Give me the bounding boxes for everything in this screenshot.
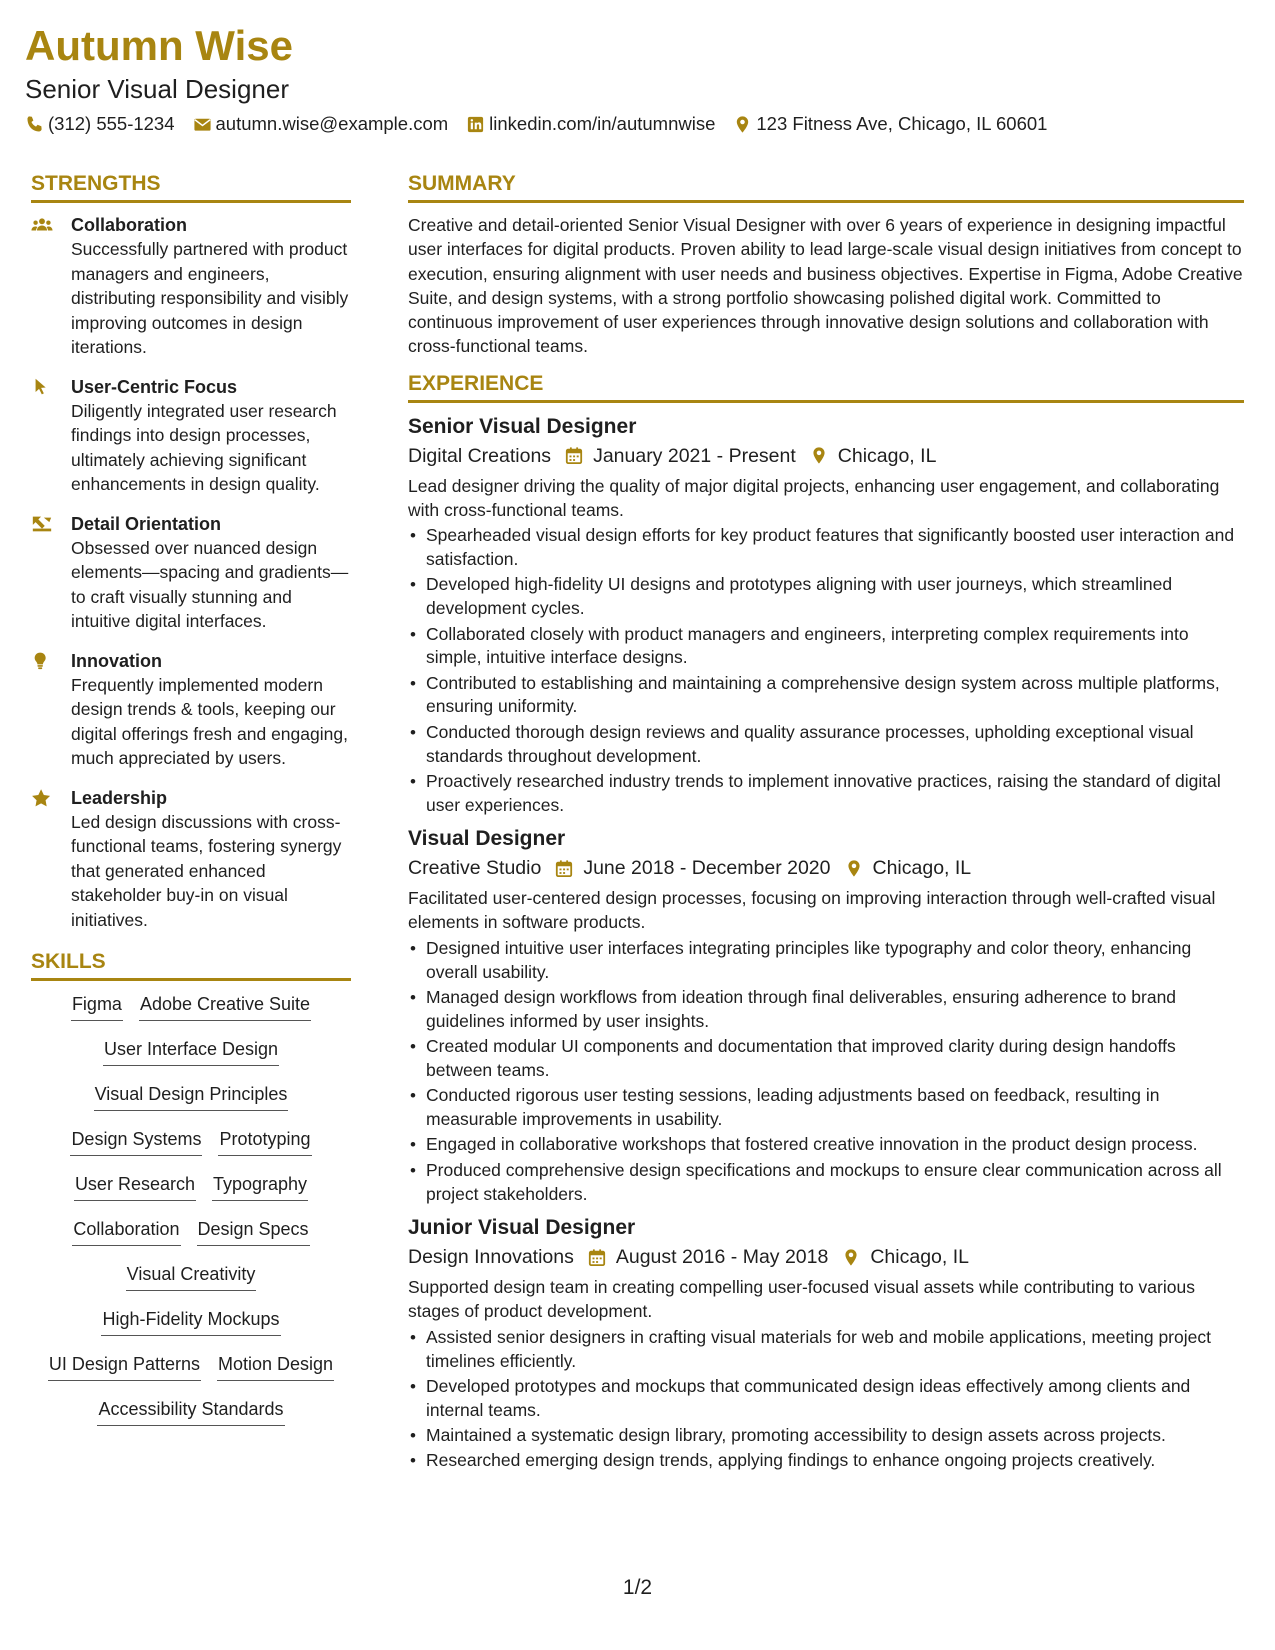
calendar-icon [565, 446, 583, 465]
strength-title: Innovation [71, 650, 162, 671]
skills-heading: SKILLS [31, 950, 351, 981]
strength-desc: Frequently implemented modern design trends & tools, keeping our digital offerings fresh and engaging, much appreciated by users. [71, 674, 348, 768]
map-pin-icon [842, 1248, 860, 1267]
job-company: Design Innovations [408, 1246, 574, 1269]
strength-item [31, 375, 351, 497]
job-bullet: • Engaged in collaborative workshops that fostered creative innovation in the product design process. [408, 1133, 1244, 1157]
skill-row [31, 1126, 351, 1156]
job-bullet: • Collaborated closely with product managers and engineers, interpreting complex requirements into simple, intuitive interface designs. [408, 623, 1244, 671]
job-company: Digital Creations [408, 444, 552, 467]
job-description: Facilitated user-centered design processes, focusing on improving interaction through well-crafted visual elements in software products. [408, 888, 1216, 933]
skill-tag: Motion Design [217, 1351, 334, 1381]
contact-linkedin-text[interactable]: linkedin.com/in/autumnwise [489, 113, 716, 134]
skill-tag: High-Fidelity Mockups [101, 1306, 280, 1336]
summary-text: Creative and detail-oriented Senior Visual Designer with over 6 years of experience in designing impactful user interfaces for digital products. Proven ability to lead large-scale visual design initiatives from concept to execution, ensuring alignment with user needs and business objectives. Expertise in Figma, Adobe Creative Suite, and design systems, with a strong portfolio showcasing polished digital work. Committed to continuous improvement of user experiences through innovative design solutions and collaboration with cross-functional teams. [408, 215, 1243, 357]
job-bullets [408, 937, 1244, 1206]
skill-tag: Adobe Creative Suite [139, 991, 311, 1021]
job-title: Senior Visual Designer [408, 414, 637, 438]
job-description: Lead designer driving the quality of major digital projects, enhancing user engagement, and collaborating with cross-functional teams. [408, 475, 1220, 520]
job-dates: August 2016 - May 2018 [615, 1246, 829, 1269]
strengths-heading: STRENGTHS [31, 172, 351, 203]
summary-heading: SUMMARY [408, 172, 1244, 203]
strength-title: Leadership [71, 787, 168, 808]
job-bullet: • Maintained a systematic design library, promoting accessibility to design assets across projects. [408, 1424, 1244, 1448]
job-location: Chicago, IL [872, 857, 972, 880]
skill-row [31, 1351, 351, 1381]
job-description: Supported design team in creating compelling user-focused visual assets while contributing to various stages of product development. [408, 1277, 1195, 1322]
strength-desc: Obsessed over nuanced design elements—spacing and gradients—to craft visually stunning and intuitive digital interfaces. [71, 537, 349, 631]
strength-title: Collaboration [71, 215, 187, 235]
map-pin-icon [845, 859, 863, 878]
cursor-icon [31, 377, 53, 397]
strength-item [31, 512, 351, 634]
job-dates: January 2021 - Present [593, 444, 796, 467]
strength-title: Detail Orientation [71, 513, 222, 534]
job-bullet: • Created modular UI components and documentation that improved clarity during design handoffs between teams. [408, 1035, 1244, 1083]
job-bullet: • Proactively researched industry trends to implement innovative practices, raising the standard of digital user experiences. [408, 770, 1244, 818]
skill-row [31, 1261, 351, 1291]
skill-row [31, 1306, 351, 1336]
job-dates: June 2018 - December 2020 [583, 857, 831, 880]
left-column [31, 172, 351, 1441]
job-bullet: • Managed design workflows from ideation through final deliverables, ensuring adherence to brand guidelines informed by user insights. [408, 986, 1244, 1034]
contact-email[interactable] [193, 113, 449, 135]
map-pin-icon [733, 115, 752, 134]
strength-item [31, 786, 351, 933]
lightbulb-icon [31, 651, 53, 671]
skill-tag: Design Systems [70, 1126, 202, 1156]
job-meta [408, 441, 1244, 471]
phone-icon [25, 115, 44, 134]
job-meta [408, 853, 1244, 883]
skill-row [31, 991, 351, 1021]
job-title: Junior Visual Designer [408, 1216, 636, 1240]
job-bullet: • Conducted thorough design reviews and quality assurance processes, upholding exceptional visual standards throughout development. [408, 721, 1244, 769]
job-entry [408, 413, 1244, 818]
skill-tag: UI Design Patterns [48, 1351, 201, 1381]
contact-address [733, 113, 1047, 135]
skill-row [31, 1036, 351, 1066]
linkedin-icon [466, 115, 485, 134]
job-location: Chicago, IL [837, 444, 937, 467]
contact-email-text[interactable]: autumn.wise@example.com [215, 113, 449, 134]
skill-row [31, 1396, 351, 1426]
contact-address-text: 123 Fitness Ave, Chicago, IL 60601 [756, 113, 1048, 134]
job-company: Creative Studio [408, 857, 542, 880]
skill-tag: Prototyping [218, 1126, 311, 1156]
strength-desc: Successfully partnered with product managers and engineers, distributing responsibility and visibly improving outcomes in design iterations. [71, 239, 349, 357]
job-entry [408, 825, 1244, 1206]
contact-bar [25, 113, 1065, 135]
envelope-icon [193, 115, 212, 134]
job-bullet: • Assisted senior designers in crafting visual materials for web and mobile applications, meeting project timelines efficiently. [408, 1326, 1244, 1374]
job-bullets [408, 1326, 1244, 1473]
users-icon [31, 215, 53, 235]
candidate-name: Autumn Wise [25, 22, 293, 69]
job-meta [408, 1242, 1244, 1272]
skills-section [31, 950, 351, 1426]
contact-phone [25, 113, 175, 135]
job-title: Visual Designer [408, 827, 566, 851]
page-number: 1/2 [622, 1576, 653, 1599]
skill-tag: User Research [74, 1171, 196, 1201]
job-location: Chicago, IL [870, 1246, 969, 1269]
candidate-title: Senior Visual Designer [25, 74, 289, 104]
job-bullet: • Researched emerging design trends, applying findings to enhance ongoing projects creatively. [408, 1449, 1244, 1473]
job-bullet: • Contributed to establishing and maintaining a comprehensive design system across multiple platforms, ensuring uniformity. [408, 672, 1244, 720]
job-bullet: • Developed high-fidelity UI designs and prototypes aligning with user journeys, which streamlined development cycles. [408, 573, 1244, 621]
job-bullet: • Spearheaded visual design efforts for key product features that significantly boosted user interaction and satisfaction. [408, 524, 1244, 572]
drafting-icon [31, 514, 53, 534]
map-pin-icon [810, 446, 828, 465]
skill-row [31, 1171, 351, 1201]
skill-tag: Typography [212, 1171, 308, 1201]
skills-list [31, 991, 351, 1426]
skill-tag: User Interface Design [103, 1036, 279, 1066]
experience-heading: EXPERIENCE [408, 372, 1244, 403]
contact-linkedin[interactable] [466, 113, 715, 135]
strength-item [31, 213, 351, 360]
job-entry [408, 1214, 1244, 1473]
strength-item [31, 649, 351, 771]
strength-desc: Diligently integrated user research findings into design processes, ultimately achieving significant enhancements in design quality. [71, 400, 337, 494]
skill-row [31, 1081, 351, 1111]
job-bullet: • Produced comprehensive design specifications and mockups to ensure clear communication across all project stakeholders. [408, 1159, 1244, 1207]
skill-tag: Visual Creativity [126, 1261, 257, 1291]
strength-desc: Led design discussions with cross-functional teams, fostering synergy that generated enhanced stakeholder buy-in on visual initiatives. [71, 811, 342, 930]
contact-phone-text: (312) 555-1234 [48, 113, 175, 134]
skill-tag: Accessibility Standards [97, 1396, 284, 1426]
right-column [408, 172, 1244, 1481]
skill-tag: Collaboration [72, 1216, 180, 1246]
skill-tag: Design Specs [197, 1216, 310, 1246]
star-icon [31, 788, 53, 808]
job-bullet: • Developed prototypes and mockups that communicated design ideas effectively among clients and internal teams. [408, 1375, 1244, 1423]
job-bullet: • Designed intuitive user interfaces integrating principles like typography and color theory, enhancing overall usability. [408, 937, 1244, 985]
skill-tag: Visual Design Principles [94, 1081, 289, 1111]
strength-title: User-Centric Focus [71, 376, 238, 397]
job-bullet: • Conducted rigorous user testing sessions, leading adjustments based on feedback, resulting in measurable improvements in usability. [408, 1084, 1244, 1132]
calendar-icon [555, 859, 573, 878]
calendar-icon [588, 1248, 606, 1267]
skill-tag: Figma [71, 991, 123, 1021]
skill-row [31, 1216, 351, 1246]
job-bullets [408, 524, 1244, 817]
